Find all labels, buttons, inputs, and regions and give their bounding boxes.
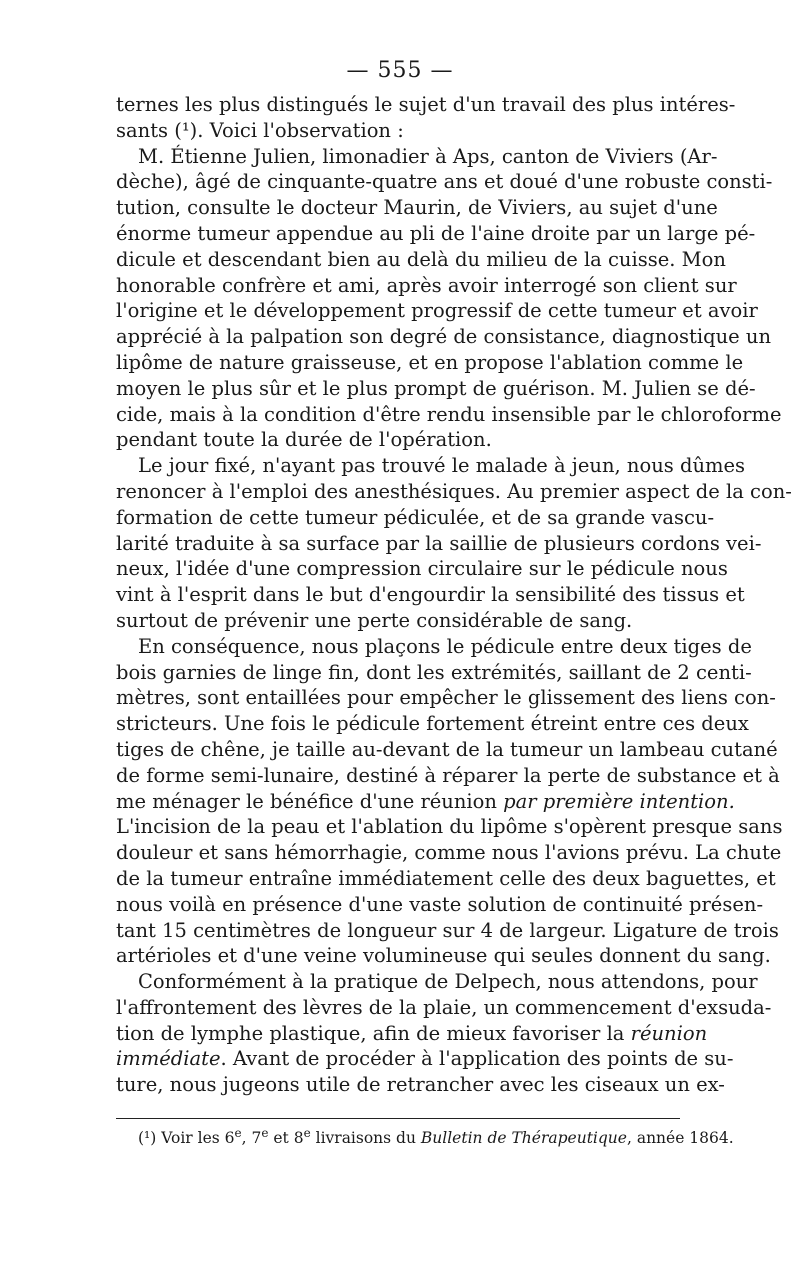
paragraph [116, 144, 782, 454]
text-run: . Avant de procéder à l'application des points de su- [220, 1047, 734, 1071]
footnote-text: Voir les 6 [156, 1129, 235, 1147]
text-line: Le jour fixé, n'ayant pas trouvé le malade à jeun, nous dûmes [138, 454, 746, 478]
footnote [138, 1125, 734, 1148]
text-line-mixed [116, 1021, 708, 1047]
text-line: apprécié à la palpation son degré de consistance, diagnostique un [116, 325, 772, 349]
text-run: tion de lymphe plastique, afin de mieux favoriser la [116, 1021, 631, 1045]
text-line: artérioles et d'une veine volumineuse qui seules donnent du sang. [116, 944, 771, 968]
paragraph [116, 92, 736, 144]
text-line: bois garnies de linge fin, dont les extrémités, saillant de 2 centi- [116, 660, 752, 684]
body-text [116, 92, 792, 1098]
text-line: cide, mais à la condition d'être rendu insensible par le chloroforme [116, 402, 782, 426]
paragraph [116, 453, 792, 634]
text-line-mixed [116, 1046, 734, 1072]
text-line: énorme tumeur appendue au pli de l'aine droite par un large pé- [116, 221, 756, 245]
text-run: me ménager le bénéfice d'une réunion [116, 789, 504, 813]
text-line: ternes les plus distingués le sujet d'un travail des plus intéres- [116, 93, 736, 116]
text-line: Conformément à la pratique de Delpech, nous attendons, pour [138, 970, 758, 994]
text-line: dèche), âgé de cinquante-quatre ans et doué d'une robuste consti- [116, 170, 773, 194]
text-line: ture, nous jugeons utile de retrancher avec les ciseaux un ex- [116, 1073, 725, 1097]
superscript: e [261, 1125, 269, 1140]
superscript: e [234, 1125, 242, 1140]
text-line-mixed [116, 789, 735, 815]
text-line: lipôme de nature graisseuse, et en propose l'ablation comme le [116, 350, 744, 374]
italic-run: par première intention. [503, 789, 735, 813]
footnote-text: , année 1864. [626, 1129, 734, 1147]
text-line: vint à l'esprit dans le but d'engourdir la sensibilité des tissus et [116, 583, 745, 607]
text-line: formation de cette tumeur pédiculée, et de sa grande vascu- [116, 505, 715, 529]
text-line: larité traduite à sa surface par la saillie de plusieurs cordons vei- [116, 531, 762, 555]
paragraph [116, 969, 772, 1098]
text-line: l'affrontement des lèvres de la plaie, un commencement d'exsuda- [116, 995, 772, 1019]
text-line: honorable confrère et ami, après avoir interrogé son client sur [116, 273, 737, 297]
text-line: L'incision de la peau et l'ablation du lipôme s'opèrent presque sans [116, 815, 783, 839]
superscript: e [303, 1125, 311, 1140]
page-number: — 555 — [346, 58, 454, 83]
text-line: surtout de prévenir une perte considérable de sang. [116, 608, 633, 632]
text-line: neux, l'idée d'une compression circulaire sur le pédicule nous [116, 557, 728, 581]
text-line: stricteurs. Une fois le pédicule fortement étreint entre ces deux [116, 712, 749, 736]
footnote-text: et 8 [268, 1129, 304, 1147]
footnote-rule [116, 1118, 680, 1119]
text-line: de forme semi-lunaire, destiné à réparer la perte de substance et à [116, 763, 780, 787]
italic-run: réunion [630, 1021, 708, 1045]
text-line: M. Étienne Julien, limonadier à Aps, canton de Viviers (Ar- [138, 144, 718, 168]
footnote-text: , 7 [241, 1129, 262, 1147]
text-line: de la tumeur entraîne immédiatement celle des deux baguettes, et [116, 866, 776, 890]
text-line: renoncer à l'emploi des anesthésiques. Au premier aspect de la con- [116, 479, 792, 503]
footnote-text: livraisons du [310, 1129, 421, 1147]
text-line: tution, consulte le docteur Maurin, de Viviers, au sujet d'une [116, 196, 718, 220]
text-line: dicule et descendant bien au delà du milieu de la cuisse. Mon [116, 247, 726, 271]
footnote-marker: (¹) [138, 1129, 157, 1147]
text-line: moyen le plus sûr et le plus prompt de guérison. M. Julien se dé- [116, 376, 756, 400]
text-line: douleur et sans hémorrhagie, comme nous l'avions prévu. La chute [116, 841, 782, 865]
text-line: nous voilà en présence d'une vaste solution de continuité présen- [116, 892, 764, 916]
footnote-italic: Bulletin de Thérapeutique [420, 1129, 627, 1147]
paragraph [116, 634, 783, 969]
text-line: sants (¹). Voici l'observation : [116, 118, 404, 142]
text-line: tant 15 centimètres de longueur sur 4 de largeur. Ligature de trois [116, 918, 779, 942]
text-line: l'origine et le développement progressif de cette tumeur et avoir [116, 299, 758, 323]
text-line: En conséquence, nous plaçons le pédicule entre deux tiges de [138, 634, 752, 658]
text-line: mètres, sont entaillées pour empêcher le glissement des liens con- [116, 686, 776, 710]
text-line: pendant toute la durée de l'opération. [116, 428, 492, 452]
italic-run: immédiate [116, 1047, 221, 1071]
text-line: tiges de chêne, je taille au-devant de la tumeur un lambeau cutané [116, 737, 778, 761]
